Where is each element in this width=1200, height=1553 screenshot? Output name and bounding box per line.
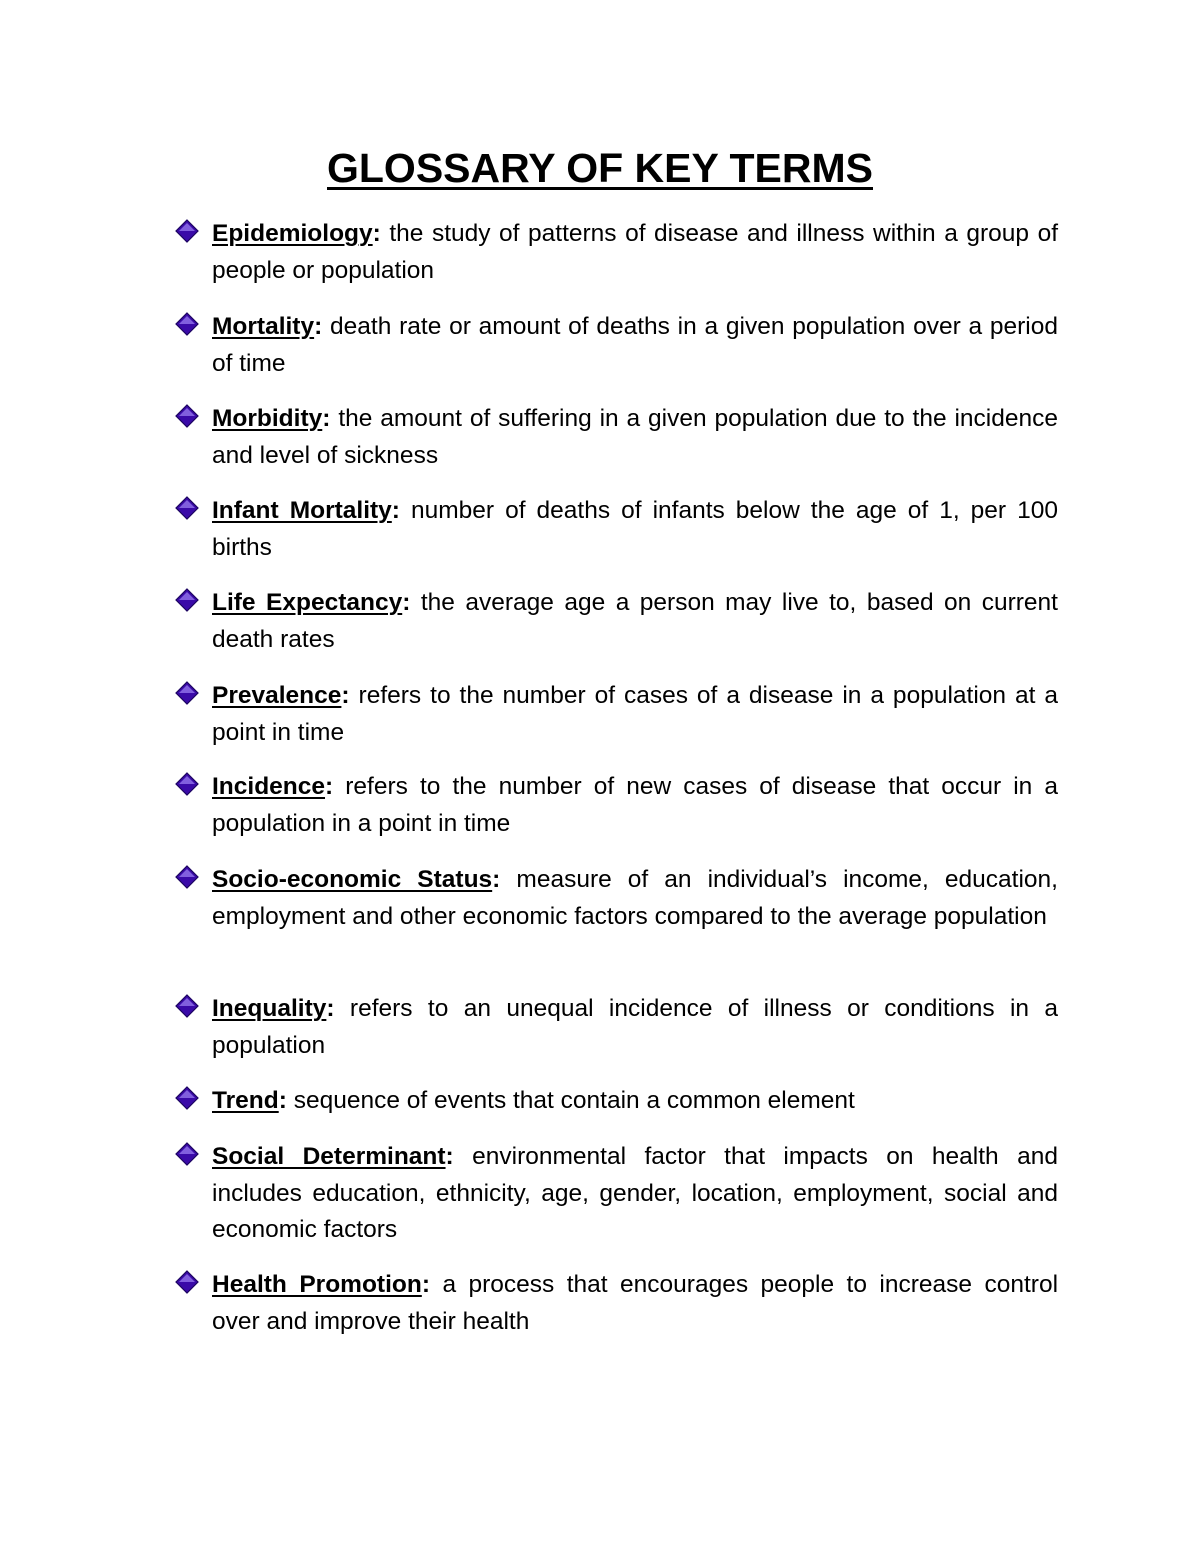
diamond-bullet-icon [175,772,199,796]
diamond-bullet-icon [175,404,199,428]
diamond-bullet-icon [175,588,199,612]
glossary-term: Life Expectancy [212,589,403,616]
diamond-bullet-icon [175,865,199,889]
glossary-term: Health Promotion [212,1271,422,1298]
glossary-entry: Life Expectancy: the average age a person may live to, based on current death rates [212,585,1058,658]
diamond-bullet-icon [175,994,199,1018]
glossary-definition: the amount of suffering in a given population due to the incidence and level of sickness [212,405,1058,469]
glossary-term: Socio-economic Status [212,866,493,893]
glossary-definition: refers to the number of cases of a disease in a population at a point in time [212,682,1058,746]
glossary-definition: number of deaths of infants below the age of 1, per 100 births [212,497,1058,561]
diamond-bullet-icon [175,219,199,243]
glossary-entry: Morbidity: the amount of suffering in a given population due to the incidence and level of sickness [212,401,1058,474]
glossary-term: Incidence [212,773,326,800]
glossary-definition: environmental factor that impacts on health and includes education, ethnicity, age, gender, location, employment, social and economic factors [212,1143,1058,1243]
glossary-entry: Social Determinant: environmental factor that impacts on health and includes education, ethnicity, age, gender, location, employment, social and economic factors [212,1139,1058,1249]
glossary-term: Mortality [212,313,315,340]
glossary-term: Trend [212,1087,279,1114]
glossary-entry: Mortality: death rate or amount of deaths in a given population over a period of time [212,309,1058,382]
diamond-bullet-icon [175,312,199,336]
glossary-term: Inequality [212,995,327,1022]
glossary-definition: sequence of events that contain a common element [293,1087,855,1114]
diamond-bullet-icon [175,1086,199,1110]
diamond-bullet-icon [175,1142,199,1166]
diamond-bullet-icon [175,681,199,705]
glossary-entry: Incidence: refers to the number of new cases of disease that occur in a population in a point in time [212,769,1058,842]
glossary-definition: measure of an individual’s income, education, employment and other economic factors compared to the average population [212,866,1058,930]
glossary-entry: Inequality: refers to an unequal incidence of illness or conditions in a population [212,991,1058,1064]
glossary-definition: refers to an unequal incidence of illness or conditions in a population [212,995,1059,1059]
glossary-entry: Prevalence: refers to the number of cases of a disease in a population at a point in time [212,678,1058,751]
glossary-entry: Socio-economic Status: measure of an individual’s income, education, employment and other economic factors compared to the average population [212,862,1058,935]
glossary-term: Prevalence [212,682,342,709]
glossary-definition: the study of patterns of disease and illness within a group of people or population [212,220,1058,284]
diamond-bullet-icon [175,1270,199,1294]
glossary-definition: refers to the number of new cases of disease that occur in a population in a point in time [212,773,1058,837]
glossary-term: Morbidity [212,405,323,432]
glossary-entry: Health Promotion: a process that encourages people to increase control over and improve their health [212,1267,1058,1340]
glossary-definition: a process that encourages people to increase control over and improve their health [212,1271,1059,1335]
glossary-term: Epidemiology [212,220,373,247]
glossary-entry: Trend: sequence of events that contain a common element [212,1083,1058,1120]
glossary-term: Social Determinant [212,1143,446,1170]
glossary-definition: death rate or amount of deaths in a given population over a period of time [212,313,1059,377]
diamond-bullet-icon [175,496,199,520]
glossary-entry: Infant Mortality: number of deaths of infants below the age of 1, per 100 births [212,493,1058,566]
glossary-term: Infant Mortality [212,497,392,524]
glossary-definition: the average age a person may live to, based on current death rates [212,589,1058,653]
glossary-entry: Epidemiology: the study of patterns of disease and illness within a group of people or population [212,216,1058,289]
page-title: GLOSSARY OF KEY TERMS [327,145,873,191]
